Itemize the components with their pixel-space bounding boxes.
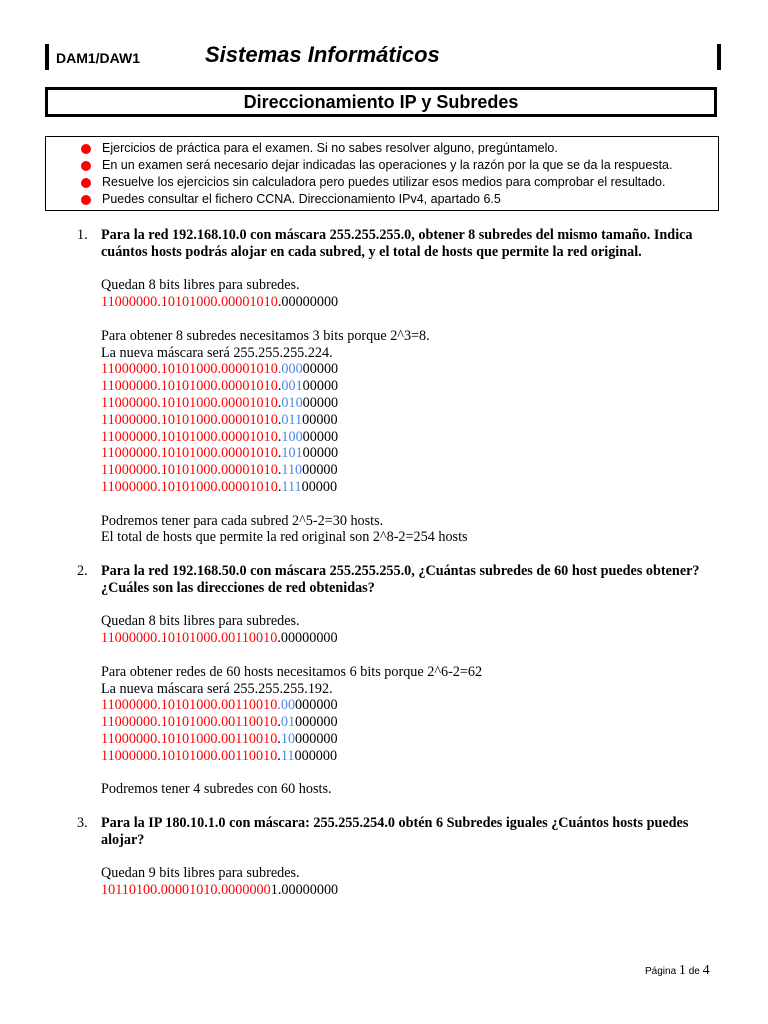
- notes-box: [45, 136, 719, 211]
- note-item: Ejercicios de práctica para el examen. Si no sabes resolver alguno, pregúntamelo.: [46, 140, 718, 157]
- total-line: El total de hosts que permite la red original son 2^8-2=254 hosts: [101, 529, 468, 546]
- binary-address: 10110100.00001010.00000001.00000000: [101, 882, 339, 899]
- note-item: En un examen será necesario dejar indicadas las operaciones y la razón por la que se da la respuesta.: [46, 157, 718, 174]
- page-number: 1: [678, 963, 686, 978]
- topic-title: Direccionamiento IP y Subredes: [45, 87, 717, 117]
- bullet-dot-icon: [81, 161, 91, 171]
- page-label: Página: [645, 966, 677, 977]
- subnet-binary: 11000000.10101000.00001010.11100000: [101, 478, 338, 495]
- binary-address: 11000000.10101000.00110010.00000000: [101, 630, 338, 647]
- question-number: 1.: [77, 227, 88, 243]
- question-3: 3. Para la IP 180.10.1.0 con máscara: 255.255.254.0 obtén 6 Subredes iguales ¿Cuántos hosts puedes alojar?: [77, 814, 689, 848]
- question-2: 2. Para la red 192.168.50.0 con máscara 255.255.255.0, ¿Cuántas subredes de 60 host puedes obtener? ¿Cuáles son las direcciones de red obtenidas?: [77, 562, 700, 596]
- course-label: DAM1/DAW1: [56, 50, 141, 66]
- mask-line: La nueva máscara será 255.255.255.224.: [101, 344, 333, 361]
- document-body: [77, 227, 721, 899]
- subnet-binary: 11000000.10101000.00001010.10000000: [101, 428, 339, 445]
- subnet-binary: 11000000.10101000.00110010.00000000: [101, 697, 338, 714]
- question-number: 2.: [77, 562, 88, 579]
- subnet-binary: 11000000.10101000.00110010.01000000: [101, 714, 338, 731]
- reason-line: Para obtener 8 subredes necesitamos 3 bits porque 2^3=8.: [101, 327, 430, 344]
- bullet-dot-icon: [81, 178, 91, 188]
- page-total: 4: [702, 963, 710, 978]
- header-left-bar: [45, 44, 49, 70]
- bullet-dot-icon: [81, 195, 91, 205]
- subnet-binary: 11000000.10101000.00001010.01000000: [101, 394, 339, 411]
- subnet-binary: 11000000.10101000.00110010.11000000: [101, 747, 338, 764]
- reason-line: Para obtener redes de 60 hosts necesitamos 6 bits porque 2^6-2=62: [101, 663, 483, 680]
- note-item: Puedes consultar el fichero CCNA. Direccionamiento IPv4, apartado 6.5: [46, 191, 718, 208]
- subnet-binary: 11000000.10101000.00001010.00100000: [101, 378, 339, 395]
- bullet-dot-icon: [81, 144, 91, 154]
- page-of: de: [688, 966, 700, 977]
- subnet-binary: 11000000.10101000.00001010.10100000: [101, 445, 339, 462]
- note-item: Resuelve los ejercicios sin calculadora pero puedes utilizar esos medios para comprobar el resultado.: [46, 174, 718, 191]
- page-footer: [645, 963, 710, 979]
- binary-address: 11000000.10101000.00001010.00000000: [101, 294, 339, 311]
- question-1: 1. Para la red 192.168.10.0 con máscara 255.255.255.0, obtener 8 subredes del mismo tamaño. Indica cuántos hosts podrás alojar en cada subred, y el total de hosts que permite la red original.: [77, 227, 693, 260]
- free-bits-line: Quedan 8 bits libres para subredes.: [101, 277, 300, 294]
- free-bits-line: Quedan 8 bits libres para subredes.: [101, 613, 300, 630]
- subnet-binary: 11000000.10101000.00001010.00000000: [101, 361, 339, 378]
- subnet-binary: 11000000.10101000.00001010.11000000: [101, 462, 338, 479]
- subnet-binary: 11000000.10101000.00001010.01100000: [101, 411, 338, 428]
- subnet-binary: 11000000.10101000.00110010.10000000: [101, 730, 338, 747]
- free-bits-line: Quedan 9 bits libres para subredes.: [101, 865, 300, 882]
- mask-line: La nueva máscara será 255.255.255.192.: [101, 680, 333, 697]
- question-number: 3.: [77, 814, 88, 831]
- hosts-line: Podremos tener para cada subred 2^5-2=30 hosts.: [101, 512, 384, 529]
- subject-title: Sistemas Informáticos: [205, 42, 440, 67]
- header-right-bar: [717, 44, 721, 70]
- result-line: Podremos tener 4 subredes con 60 hosts.: [101, 781, 332, 798]
